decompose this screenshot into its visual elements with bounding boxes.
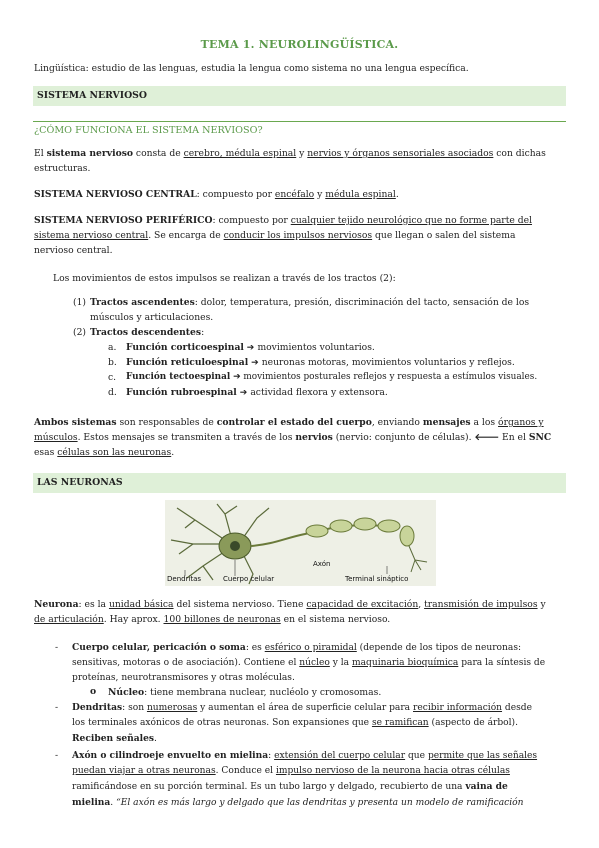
list-item-axon: Axón o cilindroeje envuelto en mielina: extensión del cuerpo celular que permite que las señales puedan viajar a otras neuronas. Conduce el impulso nervioso de la neurona hacia otras células ramificándose en su porción terminal. Es un tubo largo y delgado, recubierto de una vaina de mielina. “El axón es más largo y delgado que las dendritas y presenta un modelo de ramificación (72, 750, 538, 808)
paragraph-snp: SISTEMA NERVIOSO PERIFÉRICO: compuesto por cualquier tejido neurológico que no forme parte del sistema nervioso central. Se encarga de conducir los impulsos nerviosos que llegan o salen del sistema nervioso central. (34, 215, 533, 256)
label-axon: Axón (313, 560, 331, 568)
neuron-illustration (165, 500, 436, 586)
label-dendritas: Dendritas (167, 575, 202, 583)
section-header-sistema-nervioso: SISTEMA NERVIOSO (33, 86, 566, 106)
nucleus-shape (230, 541, 240, 551)
paragraph-neurona: Neurona: es la unidad básica del sistema nervioso. Tiene capacidad de excitación, transmisión de impulsos y de articulación. Hay aprox. 100 billones de neuronas en el sistema nervioso. (34, 599, 546, 625)
list-item-dendritas: Dendritas: son numerosas y aumentan el área de superficie celular para recibir información desde los terminales axónicos de otras neuronas. Son expansiones que se ramifican (aspecto de árbol). Reciben señales. (72, 702, 532, 744)
paragraph-snc: SISTEMA NERVIOSO CENTRAL: compuesto por encéfalo y médula espinal. (34, 189, 399, 200)
tract-ascendentes: (1) Tractos ascendentes: dolor, temperatura, presión, discriminación del tacto, sensación de los músculos y articulaciones. (72, 297, 530, 323)
bullet-icon: o (90, 686, 97, 697)
list-subitem-nucleo: Núcleo: tiene membrana nuclear, nucléolo y cromosomas. (108, 687, 382, 698)
subheading-como-funciona: ¿CÓMO FUNCIONA EL SISTEMA NERVIOSO? (34, 125, 263, 136)
neuron-diagram (165, 500, 436, 586)
tracts-list (62, 295, 562, 400)
tract-item: a. Función corticoespinal ➔ movimientos voluntarios. (108, 342, 375, 353)
tract-descendentes: (2) Tractos descendentes: (72, 327, 205, 338)
document-title: TEMA 1. NEUROLINGÜÍSTICA. (200, 38, 399, 51)
list-item-cuerpo-celular: Cuerpo celular, pericación o soma: es esférico o piramidal (depende de los tipos de neuronas: sensitivas, motoras o de asociación). Contiene el núcleo y la maquinaria bioquímica para la síntesis de proteínas, neurotransmisores y otras moléculas. (72, 642, 546, 683)
label-terminal-sinaptico: Terminal sináptico (345, 575, 409, 583)
section-header-las-neuronas: LAS NEURONAS (33, 473, 566, 493)
tract-item: c. Función tectoespinal ➔ movimientos posturales reflejos y respuesta a estímulos visuales. (108, 372, 538, 383)
tract-item: b. Función reticuloespinal ➔ neuronas motoras, movimientos voluntarios y reflejos. (108, 357, 515, 368)
label-cuerpo-celular: Cuerpo celular (223, 575, 275, 583)
intro-paragraph: Lingüística: estudio de las lenguas, estudia la lengua como sistema no una lengua específica. (34, 63, 469, 74)
paragraph-sistema-nervioso: El sistema nervioso consta de cerebro, médula espinal y nervios y órganos sensoriales asociados con dichas estructuras. (34, 148, 546, 174)
left-arrow-icon: 🡐 (474, 432, 500, 443)
section-divider (33, 121, 566, 122)
paragraph-ambos-sistemas: Ambos sistemas son responsables de controlar el estado del cuerpo, enviando mensajes a los órganos y músculos. Estos mensajes se transmiten a través de los nervios (nervio: conjunto de células). 🡐 En el SNC esas células son las neuronas. (34, 417, 552, 458)
paragraph-tractos-intro: Los movimientos de estos impulsos se realizan a través de los tractos (2): (53, 273, 396, 284)
tract-item: d. Función rubroespinal ➔ actividad flexora y extensora. (108, 387, 388, 398)
document-page: TEMA 1. NEUROLINGÜÍSTICA. Lingüística: estudio de las lenguas, estudia la lengua como sistema no una lengua específica. SISTEMA NERVIOSO ¿CÓMO FUNCIONA EL SISTEMA NERVIOSO? El sistema nervioso consta de cerebro, médula espinal y nervios y órganos sensoriales asociados con dichas estructuras. SISTEMA NERVIOSO CENTRAL: compuesto por encéfalo y médula espinal. SISTEMA NERVIOSO PERIFÉRICO: compuesto por cualquier tejido neurológico que no forme parte del sistema nervioso central. Se encarga de conducir los impulsos nerviosos que llegan o salen del sistema nervioso central. Los movimientos de estos impulsos se realizan a través de los tractos (2): (1) Tractos ascendentes: dolor, temperatura, presión, discriminación del tacto, sensación de los músculos y articulaciones. (2) Tractos descendentes: a. Función corticoespinal ➔ movimientos voluntarios. b. Función reticuloespinal ➔ neuronas motoras, movimientos voluntarios y reflejos. c. Función tectoespinal ➔ movimientos posturales reflejos y respuesta a estímulos visuales. d. Función rubroespinal ➔ actividad flexora y extensora. Ambos sistemas son responsables de controlar el estado del cuerpo, enviando mensajes a los órganos y músculos. Estos mensajes se transmiten a través de los nervios (nervio: conjunto de células). 🡐 En el SNC esas células son las neuronas. LAS NEURONAS Dendritas Cuerpo celular Axón Terminal sináptico Neurona: es la unidad básica del sistema nervioso. Tiene capacidad de excitación, transmisión de impulsos y de articulación. Hay aprox. 100 billones de neuronas en el sistema nervioso. - Cuerpo celular, pericación o soma: es esférico o piramidal (depende de los tipos de neuronas: sensitivas, motoras o de asociación). Contiene el núcleo y la maquinaria bioquímica para la síntesis de proteínas, neurotransmisores y otras moléculas. o Núcleo: tiene membrana nuclear, nucléolo y cromosomas. - Dendritas: son numerosas y aumentan el área de superficie celular para recibir información desde los terminales axónicos de otras neuronas. Son expansiones que se ramifican (aspecto de árbol). Reciben señales. - Axón o cilindroeje envuelto en mielina: extensión del cuerpo celular que permite que las señales puedan viajar a otras neuronas. Conduce el impulso nervioso de la neurona hacia otras células ramificándose en su porción terminal. Es un tubo largo y delgado, recubierto de una vaina de mielina. “El axón es más largo y delgado que las dendritas y presenta un modelo de ramificación (0, 0, 599, 848)
